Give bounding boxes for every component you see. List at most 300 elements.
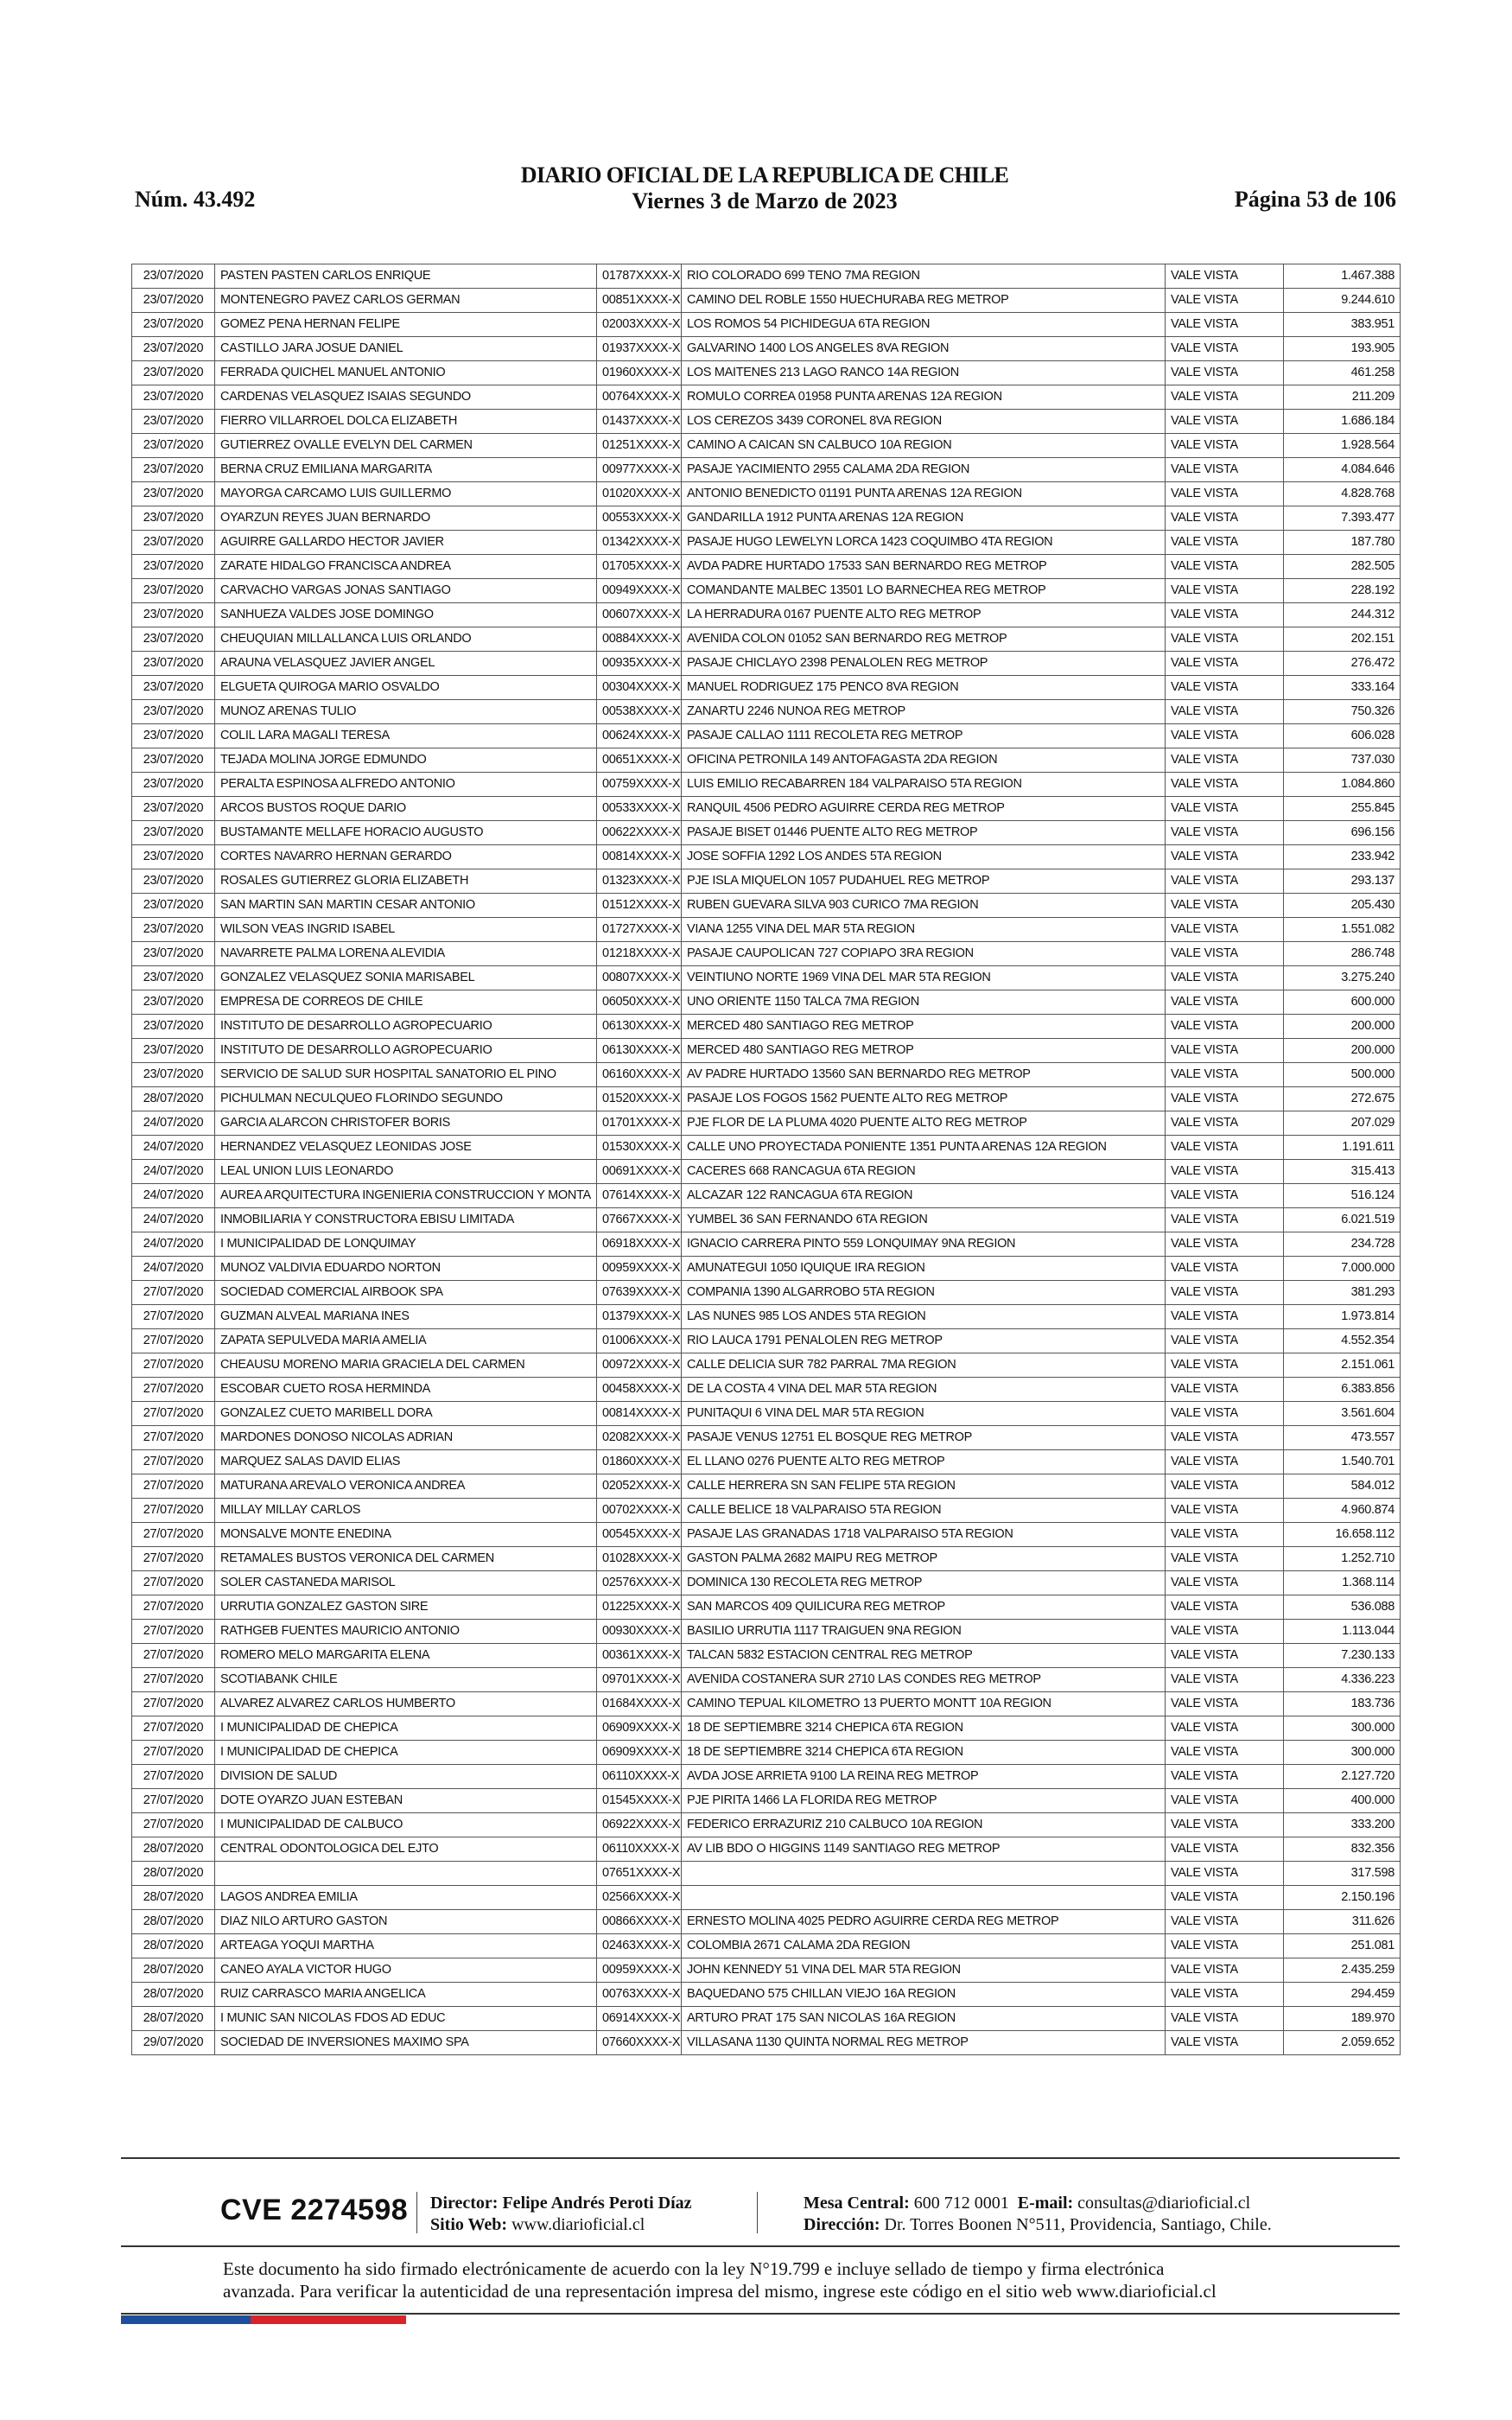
cell-name: ZAPATA SEPULVEDA MARIA AMELIA xyxy=(215,1329,597,1353)
cell-payment-type: VALE VISTA xyxy=(1166,361,1284,385)
cell-payment-type: VALE VISTA xyxy=(1166,1402,1284,1426)
cell-date: 27/07/2020 xyxy=(132,1741,215,1765)
cell-name: MARQUEZ SALAS DAVID ELIAS xyxy=(215,1450,597,1474)
cell-name: GUZMAN ALVEAL MARIANA INES xyxy=(215,1305,597,1329)
cell-amount: 1.252.710 xyxy=(1284,1547,1401,1571)
cell-payment-type: VALE VISTA xyxy=(1166,458,1284,482)
cell-rut: 01251XXXX-X xyxy=(597,434,682,458)
cell-name: ROSALES GUTIERREZ GLORIA ELIZABETH xyxy=(215,869,597,894)
cell-name: FERRADA QUICHEL MANUEL ANTONIO xyxy=(215,361,597,385)
cell-date: 27/07/2020 xyxy=(132,1765,215,1789)
legal-line-1: Este documento ha sido firmado electrónicamente de acuerdo con la ley N°19.799 e incluye sellado de tiempo y firma electrónica xyxy=(223,2258,1165,2279)
table-row xyxy=(132,990,1401,1015)
director-label: Director: xyxy=(430,2194,499,2213)
table-row xyxy=(132,869,1401,894)
cell-rut: 01787XXXX-X xyxy=(597,264,682,289)
cell-amount: 737.030 xyxy=(1284,748,1401,773)
cell-address: LAS NUNES 985 LOS ANDES 5TA REGION xyxy=(682,1305,1166,1329)
cell-amount: 311.626 xyxy=(1284,1910,1401,1934)
cell-payment-type: VALE VISTA xyxy=(1166,1136,1284,1160)
cell-payment-type: VALE VISTA xyxy=(1166,1523,1284,1547)
cell-date: 23/07/2020 xyxy=(132,506,215,531)
cell-payment-type: VALE VISTA xyxy=(1166,1378,1284,1402)
cell-rut: 01684XXXX-X xyxy=(597,1692,682,1716)
table-row xyxy=(132,1571,1401,1595)
cell-address: RIO COLORADO 699 TENO 7MA REGION xyxy=(682,264,1166,289)
cell-rut: 09701XXXX-X xyxy=(597,1668,682,1692)
cell-amount: 1.551.082 xyxy=(1284,918,1401,942)
cell-date: 28/07/2020 xyxy=(132,1862,215,1886)
cell-amount: 1.084.860 xyxy=(1284,773,1401,797)
cell-amount: 251.081 xyxy=(1284,1934,1401,1958)
cell-amount: 294.459 xyxy=(1284,1983,1401,2007)
cell-name: OYARZUN REYES JUAN BERNARDO xyxy=(215,506,597,531)
footer-separator xyxy=(416,2192,417,2233)
cell-amount: 315.413 xyxy=(1284,1160,1401,1184)
cell-payment-type: VALE VISTA xyxy=(1166,724,1284,748)
table-row xyxy=(132,797,1401,821)
cell-payment-type: VALE VISTA xyxy=(1166,1813,1284,1837)
cell-address: GANDARILLA 1912 PUNTA ARENAS 12A REGION xyxy=(682,506,1166,531)
cell-address: PASAJE LAS GRANADAS 1718 VALPARAISO 5TA REGION xyxy=(682,1523,1166,1547)
cell-address: CALLE DELICIA SUR 782 PARRAL 7MA REGION xyxy=(682,1353,1166,1378)
cell-address: VEINTIUNO NORTE 1969 VINA DEL MAR 5TA REGION xyxy=(682,966,1166,990)
cell-date: 27/07/2020 xyxy=(132,1305,215,1329)
cell-rut: 00607XXXX-X xyxy=(597,603,682,627)
cell-rut: 02082XXXX-X xyxy=(597,1426,682,1450)
cell-payment-type: VALE VISTA xyxy=(1166,1837,1284,1862)
cell-amount: 381.293 xyxy=(1284,1281,1401,1305)
footer-separator xyxy=(757,2192,758,2233)
cell-rut: 00764XXXX-X xyxy=(597,385,682,410)
cell-amount: 4.828.768 xyxy=(1284,482,1401,506)
cell-address: AVENIDA COLON 01052 SAN BERNARDO REG METROP xyxy=(682,627,1166,652)
cell-address: ZANARTU 2246 NUNOA REG METROP xyxy=(682,700,1166,724)
cell-date: 27/07/2020 xyxy=(132,1353,215,1378)
cell-payment-type: VALE VISTA xyxy=(1166,1087,1284,1111)
table-row xyxy=(132,676,1401,700)
cell-name: SAN MARTIN SAN MARTIN CESAR ANTONIO xyxy=(215,894,597,918)
cell-name: AUREA ARQUITECTURA INGENIERIA CONSTRUCCION Y MONTA xyxy=(215,1184,597,1208)
cell-date: 27/07/2020 xyxy=(132,1499,215,1523)
table-row xyxy=(132,1015,1401,1039)
legal-line-2: avanzada. Para verificar la autenticidad de una representación impresa del mismo, ingrese este código en el sitio web www.diarioficial.cl xyxy=(223,2281,1217,2302)
cell-amount: 6.383.856 xyxy=(1284,1378,1401,1402)
cell-address: PASAJE CALLAO 1111 RECOLETA REG METROP xyxy=(682,724,1166,748)
cell-amount: 286.748 xyxy=(1284,942,1401,966)
cell-amount: 272.675 xyxy=(1284,1087,1401,1111)
cell-name: DIVISION DE SALUD xyxy=(215,1765,597,1789)
cell-date: 23/07/2020 xyxy=(132,1015,215,1039)
cell-name: I MUNICIPALIDAD DE CHEPICA xyxy=(215,1741,597,1765)
cell-amount: 255.845 xyxy=(1284,797,1401,821)
cell-payment-type: VALE VISTA xyxy=(1166,918,1284,942)
table-row xyxy=(132,1184,1401,1208)
cell-address: CAMINO A CAICAN SN CALBUCO 10A REGION xyxy=(682,434,1166,458)
table-row xyxy=(132,555,1401,579)
cell-rut: 07667XXXX-X xyxy=(597,1208,682,1232)
cell-date: 27/07/2020 xyxy=(132,1402,215,1426)
cell-payment-type: VALE VISTA xyxy=(1166,603,1284,627)
cell-rut: 01727XXXX-X xyxy=(597,918,682,942)
cell-date: 23/07/2020 xyxy=(132,676,215,700)
cell-amount: 7.000.000 xyxy=(1284,1257,1401,1281)
table-row xyxy=(132,1474,1401,1499)
cell-amount: 1.928.564 xyxy=(1284,434,1401,458)
cell-amount: 200.000 xyxy=(1284,1039,1401,1063)
cell-address: VILLASANA 1130 QUINTA NORMAL REG METROP xyxy=(682,2031,1166,2055)
cell-name: ARAUNA VELASQUEZ JAVIER ANGEL xyxy=(215,652,597,676)
cell-amount: 211.209 xyxy=(1284,385,1401,410)
footer-contact-block xyxy=(804,2193,1272,2236)
cell-date: 28/07/2020 xyxy=(132,1934,215,1958)
cell-rut: 01545XXXX-X xyxy=(597,1789,682,1813)
cell-date: 23/07/2020 xyxy=(132,700,215,724)
cell-address: AVDA JOSE ARRIETA 9100 LA REINA REG METROP xyxy=(682,1765,1166,1789)
cell-name: CANEO AYALA VICTOR HUGO xyxy=(215,1958,597,1983)
cell-address: COMANDANTE MALBEC 13501 LO BARNECHEA REG METROP xyxy=(682,579,1166,603)
table-row xyxy=(132,1402,1401,1426)
cell-rut: 01342XXXX-X xyxy=(597,531,682,555)
table-row xyxy=(132,458,1401,482)
cell-rut: 07660XXXX-X xyxy=(597,2031,682,2055)
cell-date: 29/07/2020 xyxy=(132,2031,215,2055)
cell-payment-type: VALE VISTA xyxy=(1166,845,1284,869)
publication-title: DIARIO OFICIAL DE LA REPUBLICA DE CHILE xyxy=(520,162,1009,188)
cell-name: GONZALEZ CUETO MARIBELL DORA xyxy=(215,1402,597,1426)
cell-address: VIANA 1255 VINA DEL MAR 5TA REGION xyxy=(682,918,1166,942)
cell-amount: 193.905 xyxy=(1284,337,1401,361)
cell-address: PASAJE BISET 01446 PUENTE ALTO REG METROP xyxy=(682,821,1166,845)
cell-payment-type: VALE VISTA xyxy=(1166,1886,1284,1910)
table-row xyxy=(132,1329,1401,1353)
table-row xyxy=(132,1232,1401,1257)
cell-address: PASAJE CAUPOLICAN 727 COPIAPO 3RA REGION xyxy=(682,942,1166,966)
cell-amount: 1.368.114 xyxy=(1284,1571,1401,1595)
cell-address: PUNITAQUI 6 VINA DEL MAR 5TA REGION xyxy=(682,1402,1166,1426)
cell-payment-type: VALE VISTA xyxy=(1166,1111,1284,1136)
cell-address: PASAJE VENUS 12751 EL BOSQUE REG METROP xyxy=(682,1426,1166,1450)
cell-amount: 3.561.604 xyxy=(1284,1402,1401,1426)
cell-rut: 06110XXXX-X xyxy=(597,1765,682,1789)
legal-notice xyxy=(223,2258,1337,2302)
cell-payment-type: VALE VISTA xyxy=(1166,1668,1284,1692)
cell-amount: 1.191.611 xyxy=(1284,1136,1401,1160)
cell-rut: 00651XXXX-X xyxy=(597,748,682,773)
cell-address: 18 DE SEPTIEMBRE 3214 CHEPICA 6TA REGION xyxy=(682,1741,1166,1765)
cell-name: ELGUETA QUIROGA MARIO OSVALDO xyxy=(215,676,597,700)
cell-date: 23/07/2020 xyxy=(132,434,215,458)
cell-rut: 02003XXXX-X xyxy=(597,313,682,337)
cell-rut: 00361XXXX-X xyxy=(597,1644,682,1668)
table-row xyxy=(132,1983,1401,2007)
cell-amount: 2.150.196 xyxy=(1284,1886,1401,1910)
cell-amount: 600.000 xyxy=(1284,990,1401,1015)
cell-amount: 2.151.061 xyxy=(1284,1353,1401,1378)
cell-payment-type: VALE VISTA xyxy=(1166,385,1284,410)
cell-payment-type: VALE VISTA xyxy=(1166,1063,1284,1087)
director-name: Felipe Andrés Peroti Díaz xyxy=(502,2194,692,2213)
cell-date: 23/07/2020 xyxy=(132,918,215,942)
cell-rut: 02566XXXX-X xyxy=(597,1886,682,1910)
cell-payment-type: VALE VISTA xyxy=(1166,434,1284,458)
cell-address: BAQUEDANO 575 CHILLAN VIEJO 16A REGION xyxy=(682,1983,1166,2007)
cell-name: RATHGEB FUENTES MAURICIO ANTONIO xyxy=(215,1620,597,1644)
cell-payment-type: VALE VISTA xyxy=(1166,748,1284,773)
cell-date: 23/07/2020 xyxy=(132,869,215,894)
cell-rut: 02463XXXX-X xyxy=(597,1934,682,1958)
page-number: Página 53 de 106 xyxy=(1234,187,1396,212)
cell-amount: 183.736 xyxy=(1284,1692,1401,1716)
cell-rut: 07639XXXX-X xyxy=(597,1281,682,1305)
cell-amount: 584.012 xyxy=(1284,1474,1401,1499)
cell-name: BERNA CRUZ EMILIANA MARGARITA xyxy=(215,458,597,482)
cell-amount: 1.686.184 xyxy=(1284,410,1401,434)
table-row xyxy=(132,1281,1401,1305)
cell-rut: 01006XXXX-X xyxy=(597,1329,682,1353)
cell-rut: 01960XXXX-X xyxy=(597,361,682,385)
cell-payment-type: VALE VISTA xyxy=(1166,990,1284,1015)
cell-payment-type: VALE VISTA xyxy=(1166,942,1284,966)
cell-amount: 606.028 xyxy=(1284,724,1401,748)
website-link[interactable]: www.diarioficial.cl xyxy=(511,2215,645,2234)
cell-name xyxy=(215,1862,597,1886)
cell-date: 24/07/2020 xyxy=(132,1257,215,1281)
table-row xyxy=(132,434,1401,458)
table-row xyxy=(132,361,1401,385)
table-row xyxy=(132,1862,1401,1886)
cell-name: DIAZ NILO ARTURO GASTON xyxy=(215,1910,597,1934)
cell-date: 27/07/2020 xyxy=(132,1644,215,1668)
cell-rut: 06130XXXX-X xyxy=(597,1039,682,1063)
cell-payment-type: VALE VISTA xyxy=(1166,1595,1284,1620)
cell-name: CHEAUSU MORENO MARIA GRACIELA DEL CARMEN xyxy=(215,1353,597,1378)
cell-date: 27/07/2020 xyxy=(132,1547,215,1571)
cell-name: ZARATE HIDALGO FRANCISCA ANDREA xyxy=(215,555,597,579)
table-row xyxy=(132,2031,1401,2055)
cell-name: GOMEZ PENA HERNAN FELIPE xyxy=(215,313,597,337)
cell-amount: 300.000 xyxy=(1284,1716,1401,1741)
cell-rut: 01512XXXX-X xyxy=(597,894,682,918)
cell-name: ARCOS BUSTOS ROQUE DARIO xyxy=(215,797,597,821)
footer-top-rule xyxy=(121,2157,1400,2159)
cell-address: LOS ROMOS 54 PICHIDEGUA 6TA REGION xyxy=(682,313,1166,337)
cell-name: MONSALVE MONTE ENEDINA xyxy=(215,1523,597,1547)
cell-date: 28/07/2020 xyxy=(132,1837,215,1862)
cell-address: RIO LAUCA 1791 PENALOLEN REG METROP xyxy=(682,1329,1166,1353)
table-row xyxy=(132,1087,1401,1111)
table-row xyxy=(132,1426,1401,1450)
cell-address xyxy=(682,1886,1166,1910)
cell-name: INSTITUTO DE DESARROLLO AGROPECUARIO xyxy=(215,1015,597,1039)
phone-label: Mesa Central: xyxy=(804,2194,910,2213)
cell-rut: 07651XXXX-X xyxy=(597,1862,682,1886)
table-row xyxy=(132,652,1401,676)
cell-payment-type: VALE VISTA xyxy=(1166,1620,1284,1644)
payments-table xyxy=(131,264,1401,2055)
cell-amount: 6.021.519 xyxy=(1284,1208,1401,1232)
cell-name: PERALTA ESPINOSA ALFREDO ANTONIO xyxy=(215,773,597,797)
cell-payment-type: VALE VISTA xyxy=(1166,1765,1284,1789)
cell-rut: 01437XXXX-X xyxy=(597,410,682,434)
cell-rut: 00763XXXX-X xyxy=(597,1983,682,2007)
cell-rut: 00807XXXX-X xyxy=(597,966,682,990)
cell-name: MATURANA AREVALO VERONICA ANDREA xyxy=(215,1474,597,1499)
cell-address: ALCAZAR 122 RANCAGUA 6TA REGION xyxy=(682,1184,1166,1208)
cell-name: ESCOBAR CUETO ROSA HERMINDA xyxy=(215,1378,597,1402)
cell-amount: 500.000 xyxy=(1284,1063,1401,1087)
cell-address: LUIS EMILIO RECABARREN 184 VALPARAISO 5TA REGION xyxy=(682,773,1166,797)
cell-payment-type: VALE VISTA xyxy=(1166,1862,1284,1886)
cell-payment-type: VALE VISTA xyxy=(1166,264,1284,289)
cell-payment-type: VALE VISTA xyxy=(1166,966,1284,990)
cell-date: 28/07/2020 xyxy=(132,2007,215,2031)
cell-payment-type: VALE VISTA xyxy=(1166,482,1284,506)
cell-name: GONZALEZ VELASQUEZ SONIA MARISABEL xyxy=(215,966,597,990)
cell-date: 27/07/2020 xyxy=(132,1329,215,1353)
cell-address: MANUEL RODRIGUEZ 175 PENCO 8VA REGION xyxy=(682,676,1166,700)
footer-director-block xyxy=(430,2193,692,2236)
cell-rut: 01020XXXX-X xyxy=(597,482,682,506)
table-row xyxy=(132,289,1401,313)
table-row xyxy=(132,1910,1401,1934)
cell-amount: 333.164 xyxy=(1284,676,1401,700)
cell-rut: 00851XXXX-X xyxy=(597,289,682,313)
cell-name: CENTRAL ODONTOLOGICA DEL EJTO xyxy=(215,1837,597,1862)
cell-rut: 06130XXXX-X xyxy=(597,1015,682,1039)
cell-amount: 282.505 xyxy=(1284,555,1401,579)
cell-rut: 00972XXXX-X xyxy=(597,1353,682,1378)
cell-amount: 233.942 xyxy=(1284,845,1401,869)
cell-name: LAGOS ANDREA EMILIA xyxy=(215,1886,597,1910)
table-row xyxy=(132,385,1401,410)
table-row xyxy=(132,1886,1401,1910)
cell-rut: 00759XXXX-X xyxy=(597,773,682,797)
cell-date: 23/07/2020 xyxy=(132,531,215,555)
cell-amount: 7.230.133 xyxy=(1284,1644,1401,1668)
cell-date: 28/07/2020 xyxy=(132,1087,215,1111)
cell-payment-type: VALE VISTA xyxy=(1166,1499,1284,1523)
cell-date: 27/07/2020 xyxy=(132,1281,215,1305)
cell-name: PASTEN PASTEN CARLOS ENRIQUE xyxy=(215,264,597,289)
cell-name: CORTES NAVARRO HERNAN GERARDO xyxy=(215,845,597,869)
table-row xyxy=(132,1257,1401,1281)
cell-date: 23/07/2020 xyxy=(132,797,215,821)
cell-name: WILSON VEAS INGRID ISABEL xyxy=(215,918,597,942)
cell-address: LA HERRADURA 0167 PUENTE ALTO REG METROP xyxy=(682,603,1166,627)
cell-amount: 4.552.354 xyxy=(1284,1329,1401,1353)
table-row xyxy=(132,1039,1401,1063)
table-row xyxy=(132,1450,1401,1474)
table-row xyxy=(132,1160,1401,1184)
cell-payment-type: VALE VISTA xyxy=(1166,1208,1284,1232)
table-row xyxy=(132,845,1401,869)
cell-name: GUTIERREZ OVALLE EVELYN DEL CARMEN xyxy=(215,434,597,458)
cell-date: 27/07/2020 xyxy=(132,1668,215,1692)
cell-payment-type: VALE VISTA xyxy=(1166,1958,1284,1983)
cell-name: MARDONES DONOSO NICOLAS ADRIAN xyxy=(215,1426,597,1450)
table-row xyxy=(132,506,1401,531)
cell-amount: 333.200 xyxy=(1284,1813,1401,1837)
table-row xyxy=(132,1716,1401,1741)
cell-address: OFICINA PETRONILA 149 ANTOFAGASTA 2DA REGION xyxy=(682,748,1166,773)
page-header xyxy=(130,162,1400,214)
cell-date: 23/07/2020 xyxy=(132,1063,215,1087)
cell-date: 27/07/2020 xyxy=(132,1692,215,1716)
cell-date: 27/07/2020 xyxy=(132,1620,215,1644)
cell-amount: 9.244.610 xyxy=(1284,289,1401,313)
cell-address: AVDA PADRE HURTADO 17533 SAN BERNARDO REG METROP xyxy=(682,555,1166,579)
cell-name: MONTENEGRO PAVEZ CARLOS GERMAN xyxy=(215,289,597,313)
cell-amount: 317.598 xyxy=(1284,1862,1401,1886)
table-row xyxy=(132,1208,1401,1232)
cell-name: HERNANDEZ VELASQUEZ LEONIDAS JOSE xyxy=(215,1136,597,1160)
cell-address: ROMULO CORREA 01958 PUNTA ARENAS 12A REGION xyxy=(682,385,1166,410)
cell-amount: 200.000 xyxy=(1284,1015,1401,1039)
cell-date: 24/07/2020 xyxy=(132,1184,215,1208)
cell-rut: 06922XXXX-X xyxy=(597,1813,682,1837)
cell-payment-type: VALE VISTA xyxy=(1166,1571,1284,1595)
table-row xyxy=(132,313,1401,337)
cell-amount: 461.258 xyxy=(1284,361,1401,385)
cell-date: 23/07/2020 xyxy=(132,289,215,313)
cell-payment-type: VALE VISTA xyxy=(1166,1015,1284,1039)
cell-date: 23/07/2020 xyxy=(132,748,215,773)
cell-amount: 750.326 xyxy=(1284,700,1401,724)
cell-address: PASAJE HUGO LEWELYN LORCA 1423 COQUIMBO 4TA REGION xyxy=(682,531,1166,555)
cell-name: SERVICIO DE SALUD SUR HOSPITAL SANATORIO EL PINO xyxy=(215,1063,597,1087)
table-row xyxy=(132,627,1401,652)
cell-payment-type: VALE VISTA xyxy=(1166,700,1284,724)
cell-payment-type: VALE VISTA xyxy=(1166,506,1284,531)
cell-date: 27/07/2020 xyxy=(132,1450,215,1474)
cell-name: TEJADA MOLINA JORGE EDMUNDO xyxy=(215,748,597,773)
cell-payment-type: VALE VISTA xyxy=(1166,773,1284,797)
email-link[interactable]: consultas@diarioficial.cl xyxy=(1077,2194,1251,2213)
cell-rut: 00553XXXX-X xyxy=(597,506,682,531)
cell-address: PASAJE LOS FOGOS 1562 PUENTE ALTO REG METROP xyxy=(682,1087,1166,1111)
cell-rut: 01028XXXX-X xyxy=(597,1547,682,1571)
table-row xyxy=(132,966,1401,990)
cell-name: RETAMALES BUSTOS VERONICA DEL CARMEN xyxy=(215,1547,597,1571)
cell-date: 23/07/2020 xyxy=(132,627,215,652)
cell-rut: 00702XXXX-X xyxy=(597,1499,682,1523)
cell-address: JOHN KENNEDY 51 VINA DEL MAR 5TA REGION xyxy=(682,1958,1166,1983)
cell-date: 23/07/2020 xyxy=(132,385,215,410)
cell-date: 27/07/2020 xyxy=(132,1813,215,1837)
cell-name: MUNOZ VALDIVIA EDUARDO NORTON xyxy=(215,1257,597,1281)
cell-rut: 06914XXXX-X xyxy=(597,2007,682,2031)
cell-rut: 06909XXXX-X xyxy=(597,1741,682,1765)
cell-rut: 06909XXXX-X xyxy=(597,1716,682,1741)
cell-date: 27/07/2020 xyxy=(132,1378,215,1402)
cell-address: YUMBEL 36 SAN FERNANDO 6TA REGION xyxy=(682,1208,1166,1232)
table-row xyxy=(132,1620,1401,1644)
cell-payment-type: VALE VISTA xyxy=(1166,652,1284,676)
cell-rut: 00949XXXX-X xyxy=(597,579,682,603)
cell-name: BUSTAMANTE MELLAFE HORACIO AUGUSTO xyxy=(215,821,597,845)
email-label: E-mail: xyxy=(1017,2194,1074,2213)
cell-amount: 16.658.112 xyxy=(1284,1523,1401,1547)
table-row xyxy=(132,1136,1401,1160)
table-row xyxy=(132,1595,1401,1620)
cell-address: PJE PIRITA 1466 LA FLORIDA REG METROP xyxy=(682,1789,1166,1813)
cell-rut: 01937XXXX-X xyxy=(597,337,682,361)
cell-name: LEAL UNION LUIS LEONARDO xyxy=(215,1160,597,1184)
cell-name: CHEUQUIAN MILLALLANCA LUIS ORLANDO xyxy=(215,627,597,652)
address-value: Dr. Torres Boonen N°511, Providencia, Santiago, Chile. xyxy=(884,2215,1272,2234)
cell-payment-type: VALE VISTA xyxy=(1166,555,1284,579)
